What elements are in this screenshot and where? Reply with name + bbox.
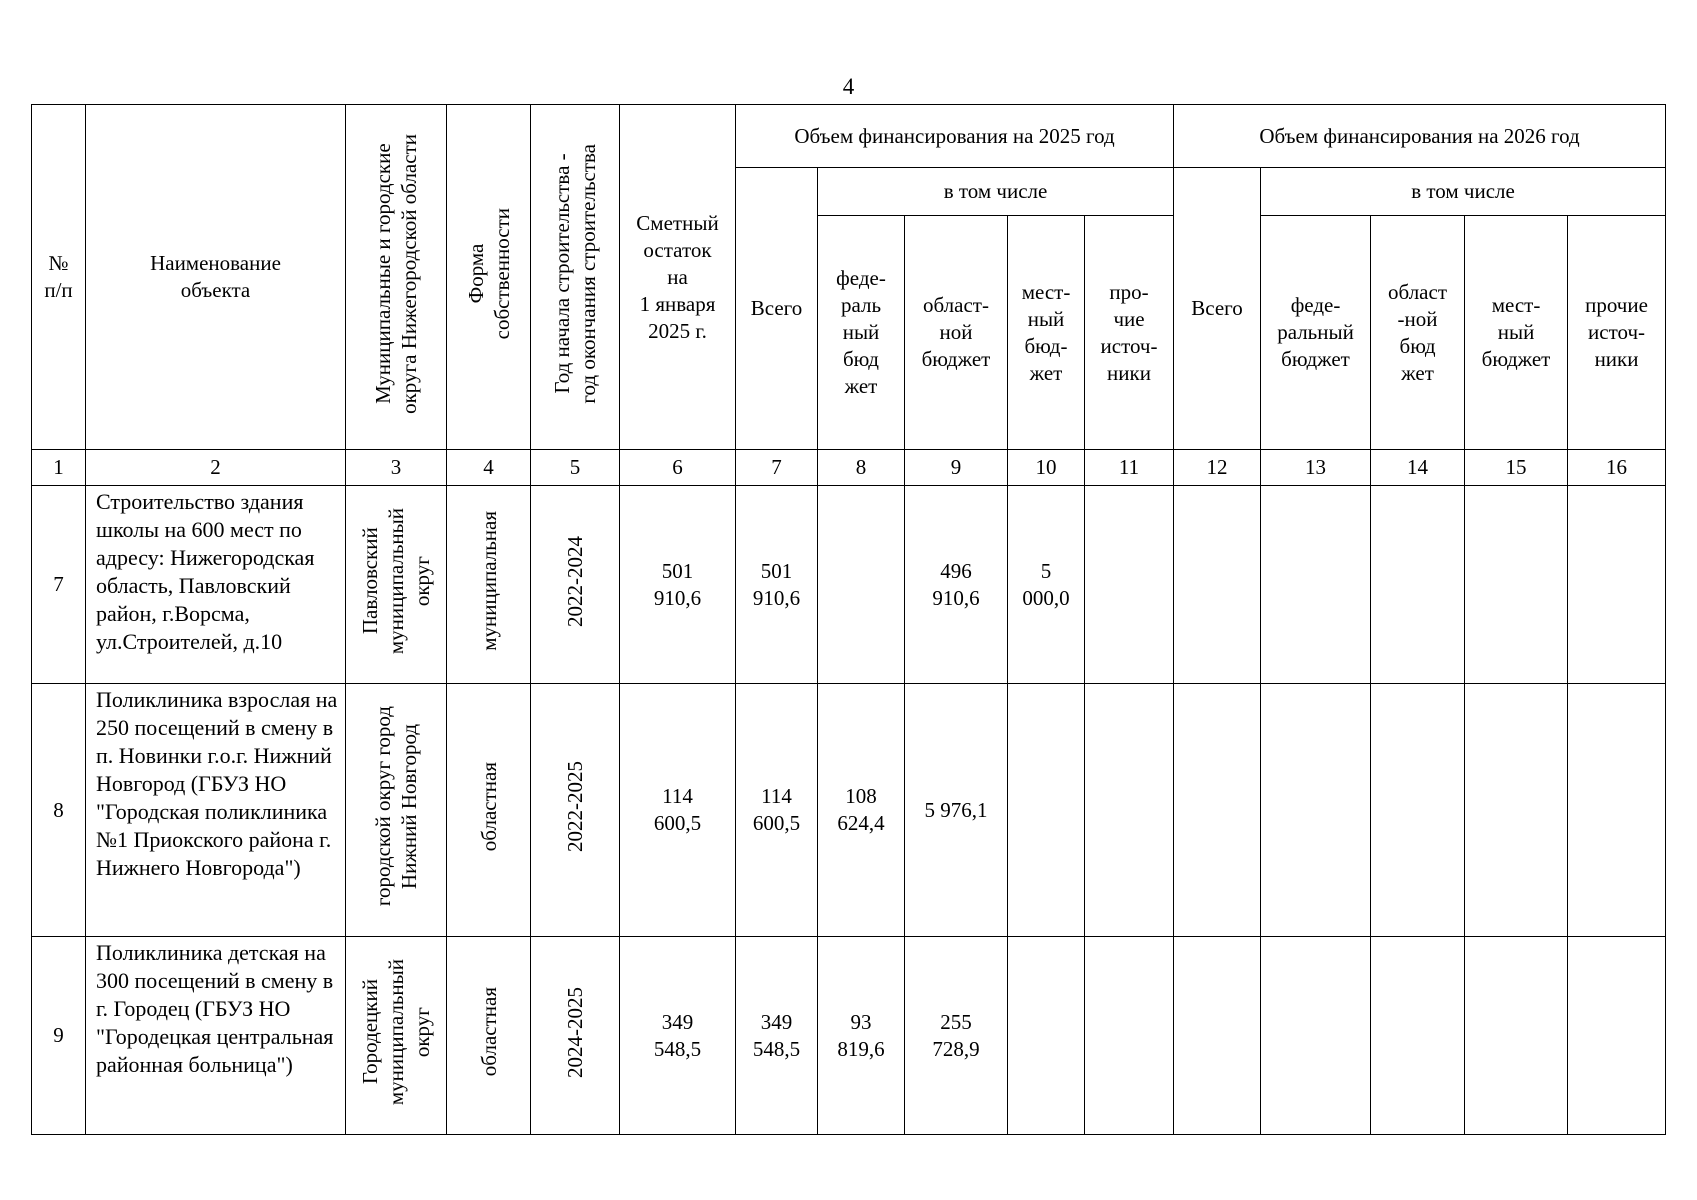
row-reg-2026 (1371, 486, 1465, 684)
header-fed-2026: феде- ральный бюджет (1261, 216, 1371, 450)
col-number: 2 (86, 450, 346, 486)
header-municipality (346, 105, 447, 450)
table-row (32, 937, 1666, 1135)
row-years (531, 937, 620, 1135)
row-total-2026 (1174, 684, 1261, 937)
header-ownership-text: Форма собственности (463, 207, 514, 340)
page-number: 4 (842, 74, 855, 99)
row-ownership (447, 937, 531, 1135)
row-name: Строительство здания школы на 600 мест по адресу: Нижегородская область, Павловский район, г.Ворсма, ул.Строителей, д.10 (86, 486, 346, 684)
header-incl-2025: в том числе (818, 168, 1174, 216)
row-reg-2026 (1371, 684, 1465, 937)
row-municipality (346, 486, 447, 684)
row-oth-2026 (1568, 486, 1666, 684)
row-oth-2025 (1085, 684, 1174, 937)
header-incl-2026: в том числе (1261, 168, 1666, 216)
row-municipality-text: городской округ город Нижний Новгород (371, 706, 421, 907)
row-total-2025: 114 600,5 (736, 684, 818, 937)
row-ownership-text: областная (476, 761, 501, 852)
header-group-2026: Объем финансирования на 2026 год (1174, 105, 1666, 168)
header-years-text: Год начала строительства - год окончания строительства (550, 143, 600, 404)
header-reg-2026: област -ной бюд жет (1371, 216, 1465, 450)
row-reg-2025: 496 910,6 (905, 486, 1008, 684)
row-years-text: 2022-2024 (563, 535, 587, 627)
row-fed-2025: 93 819,6 (818, 937, 905, 1135)
col-number: 15 (1465, 450, 1568, 486)
row-loc-2026 (1465, 684, 1568, 937)
table-row (32, 684, 1666, 937)
row-municipality (346, 684, 447, 937)
row-municipality (346, 937, 447, 1135)
row-ownership (447, 684, 531, 937)
col-number: 4 (447, 450, 531, 486)
row-no: 7 (32, 486, 86, 684)
header-reg-2025: област- ной бюджет (905, 216, 1008, 450)
row-oth-2026 (1568, 937, 1666, 1135)
header-balance: Сметный остаток на 1 января 2025 г. (620, 105, 736, 450)
row-loc-2025 (1008, 684, 1085, 937)
row-no: 9 (32, 937, 86, 1135)
row-years-text: 2022-2025 (563, 761, 587, 852)
header-ownership (447, 105, 531, 450)
col-number: 16 (1568, 450, 1666, 486)
row-total-2025: 349 548,5 (736, 937, 818, 1135)
row-municipality-text: Городецкий муниципальный округ (358, 958, 434, 1106)
row-loc-2026 (1465, 486, 1568, 684)
row-reg-2025: 255 728,9 (905, 937, 1008, 1135)
row-municipality-text: Павловский муниципальный округ (358, 507, 434, 655)
row-loc-2025: 5 000,0 (1008, 486, 1085, 684)
col-number: 11 (1085, 450, 1174, 486)
col-number: 13 (1261, 450, 1371, 486)
row-ownership-text: муниципальная (476, 511, 501, 651)
row-reg-2025: 5 976,1 (905, 684, 1008, 937)
header-loc-2025: мест- ный бюд- жет (1008, 216, 1085, 450)
row-oth-2025 (1085, 486, 1174, 684)
funding-table (31, 104, 1666, 1135)
header-oth-2025: про- чие источ- ники (1085, 216, 1174, 450)
col-number: 8 (818, 450, 905, 486)
row-fed-2026 (1261, 684, 1371, 937)
row-balance: 114 600,5 (620, 684, 736, 937)
row-name: Поликлиника взрослая на 250 посещений в смену в п. Новинки г.о.г. Нижний Новгород (ГБУЗ НО "Городская поликлиника №1 Приокского района г. Нижнего Новгорода") (86, 684, 346, 937)
header-no: № п/п (32, 105, 86, 450)
row-name: Поликлиника детская на 300 посещений в смену в г. Городец (ГБУЗ НО "Городецкая центральная районная больница") (86, 937, 346, 1135)
header-loc-2026: мест- ный бюджет (1465, 216, 1568, 450)
row-fed-2025: 108 624,4 (818, 684, 905, 937)
row-reg-2026 (1371, 937, 1465, 1135)
header-years (531, 105, 620, 450)
col-number: 3 (346, 450, 447, 486)
col-number: 5 (531, 450, 620, 486)
row-fed-2026 (1261, 486, 1371, 684)
col-number: 6 (620, 450, 736, 486)
row-years-text: 2024-2025 (563, 986, 587, 1078)
col-number: 7 (736, 450, 818, 486)
row-total-2026 (1174, 486, 1261, 684)
row-years (531, 486, 620, 684)
row-ownership-text: областная (476, 987, 501, 1077)
row-total-2025: 501 910,6 (736, 486, 818, 684)
row-oth-2026 (1568, 684, 1666, 937)
column-numbers-row (32, 450, 1666, 486)
row-ownership (447, 486, 531, 684)
row-balance: 349 548,5 (620, 937, 736, 1135)
row-fed-2025 (818, 486, 905, 684)
header-group-2025: Объем финансирования на 2025 год (736, 105, 1174, 168)
row-years (531, 684, 620, 937)
header-name: Наименование объекта (86, 105, 346, 450)
row-loc-2025 (1008, 937, 1085, 1135)
col-number: 1 (32, 450, 86, 486)
header-fed-2025: феде- раль ный бюд жет (818, 216, 905, 450)
header-total-2026: Всего (1174, 168, 1261, 450)
table-row (32, 486, 1666, 684)
row-no: 8 (32, 684, 86, 937)
row-loc-2026 (1465, 937, 1568, 1135)
row-oth-2025 (1085, 937, 1174, 1135)
header-total-2025: Всего (736, 168, 818, 450)
header-municipality-text: Муниципальные и городские округа Нижегородской области (371, 133, 421, 414)
col-number: 10 (1008, 450, 1085, 486)
row-total-2026 (1174, 937, 1261, 1135)
col-number: 14 (1371, 450, 1465, 486)
col-number: 9 (905, 450, 1008, 486)
header-oth-2026: прочие источ- ники (1568, 216, 1666, 450)
row-balance: 501 910,6 (620, 486, 736, 684)
col-number: 12 (1174, 450, 1261, 486)
row-fed-2026 (1261, 937, 1371, 1135)
